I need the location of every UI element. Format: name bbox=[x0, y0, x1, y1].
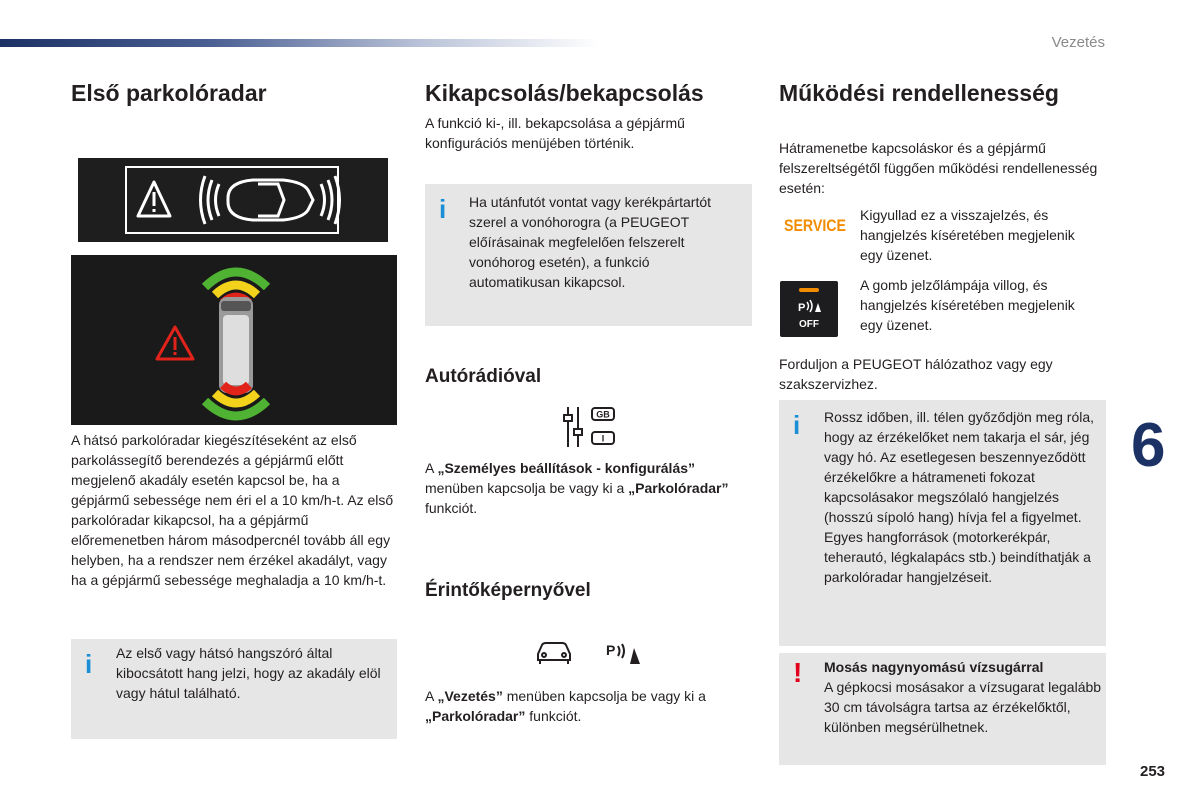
van-top-view-icon bbox=[219, 297, 253, 393]
section-label: Vezetés bbox=[1051, 34, 1105, 51]
car-radio-instructions: A „Személyes beállítások - konfigurálás” menüben kapcsolja be vagy ki a „Parkolóradar” funkciót. bbox=[425, 460, 729, 516]
red-warning-triangle-icon bbox=[157, 327, 193, 359]
rear-zone-arcs bbox=[205, 385, 267, 416]
info-towing-text: Ha utánfutót vontat vagy kerékpártartót szerel a vonóhorogra (a PEUGEOT előírásainak megfelelően felszerelt vonóhorog esetén), a funkció automatikusan kikapcsol. bbox=[469, 194, 712, 290]
info-icon: i bbox=[793, 410, 801, 440]
svg-text:P: P bbox=[606, 642, 616, 658]
page-number: 253 bbox=[1140, 763, 1166, 780]
info-icon: i bbox=[85, 649, 93, 679]
front-sensor-arcs-icon bbox=[321, 176, 340, 224]
heading-malfunction: Működési rendellenesség bbox=[779, 80, 1059, 106]
svg-text:OFF: OFF bbox=[799, 319, 819, 330]
service-warning-text: Kigyullad ez a visszajelzés, és hangjelzés kíséretében megjelenik egy üzenet. bbox=[860, 207, 1075, 263]
heading-front-parking-sensors: Első parkolóradar bbox=[71, 80, 267, 106]
button-light-text: A gomb jelzőlámpája villog, és hangjelzés kíséretében megjelenik egy üzenet. bbox=[860, 277, 1075, 333]
info-box-speaker bbox=[71, 639, 397, 739]
warning-text: A gépkocsi mosásakor a vízsugarat legalább 30 cm távolságra tartsa az érzékelőktől, különben megsérülhetnek. bbox=[824, 679, 1102, 735]
car-driving-icon bbox=[534, 638, 574, 666]
header-color-bar bbox=[0, 39, 600, 47]
service-warning-icon bbox=[782, 212, 848, 238]
touchscreen-instructions: A „Vezetés” menüben kapcsolja be vagy ki a „Parkolóradar” funkciót. bbox=[425, 688, 706, 724]
warning-triangle-icon bbox=[138, 182, 170, 216]
info-box-towing bbox=[425, 184, 752, 326]
malfunction-intro: Hátramenetbe kapcsoláskor és a gépjármű felszereltségétől függően működési rendellenesség esetén: bbox=[779, 140, 1098, 196]
chapter-number: 6 bbox=[1131, 411, 1166, 480]
contact-dealer-text: Forduljon a PEUGEOT hálózathoz vagy egy szakszervizhez. bbox=[779, 356, 1053, 392]
parking-sensor-button-icon bbox=[780, 281, 838, 337]
column-front-parking-sensors bbox=[71, 80, 399, 107]
warning-box-pressure-wash bbox=[779, 653, 1106, 765]
sensor-zones-illustration bbox=[71, 255, 397, 425]
info-dirt-text: Rossz időben, ill. télen győződjön meg róla, hogy az érzékelőket nem takarja el sár, jég vagy hó. Az esetlegesen beszennyeződött érzékelőkre a hátrameneti fokozat kapcsolásakor megszólaló hangjelzés (hosszú sípoló hang) hívja fel a figyelmet. Egyes hangforrások (motorkerékpár, teherautó, légkalapács stb.) beindíthatják a parkolóradar hangjelzéseit. bbox=[824, 409, 1095, 585]
column-malfunction bbox=[779, 80, 1107, 107]
on-off-intro: A funkció ki-, ill. bekapcsolása a gépjármű konfigurációs menüjében történik. bbox=[425, 115, 685, 151]
front-sensors-description: A hátsó parkolóradar kiegészítéseként az első parkolássegítő berendezés a gépjármű előtt megjelenő akadály esetén kapcsol be, ha a gépjármű sebessége nem éri el a 10 km/h-t. Az első parkolóradar kikapcsol, ha a gépjármű előremenetben három másodpercnél tovább áll egy helyben, ha a rendszer nem érzékel akadályt, vagy ha a gépjármű sebessége meghaladja a 10 km/h-t. bbox=[71, 432, 394, 588]
car-top-view-icon bbox=[228, 180, 313, 220]
heading-car-radio: Autórádióval bbox=[425, 366, 542, 387]
info-box-dirt-sensors bbox=[779, 400, 1106, 646]
info-icon: i bbox=[439, 194, 447, 224]
svg-text:GB: GB bbox=[596, 409, 610, 420]
exclamation-warning-icon: ! bbox=[793, 657, 803, 688]
radio-settings-icon bbox=[562, 405, 618, 449]
dashboard-display-illustration bbox=[78, 158, 388, 242]
heading-on-off: Kikapcsolás/bekapcsolás bbox=[425, 80, 704, 106]
rear-sensor-arcs-icon bbox=[201, 176, 220, 224]
info-speaker-text: Az első vagy hátsó hangszóró által kibocsátott hang jelzi, hogy az akadály elöl vagy hátul található. bbox=[116, 645, 381, 701]
parking-sensor-icon bbox=[604, 638, 644, 666]
svg-text:P: P bbox=[798, 302, 806, 314]
svg-text:I: I bbox=[601, 433, 605, 444]
heading-touchscreen: Érintőképernyővel bbox=[425, 580, 591, 601]
warning-title: Mosás nagynyomású vízsugárral bbox=[824, 659, 1044, 675]
svg-text:SERVICE: SERVICE bbox=[784, 216, 846, 235]
column-on-off bbox=[425, 80, 753, 107]
